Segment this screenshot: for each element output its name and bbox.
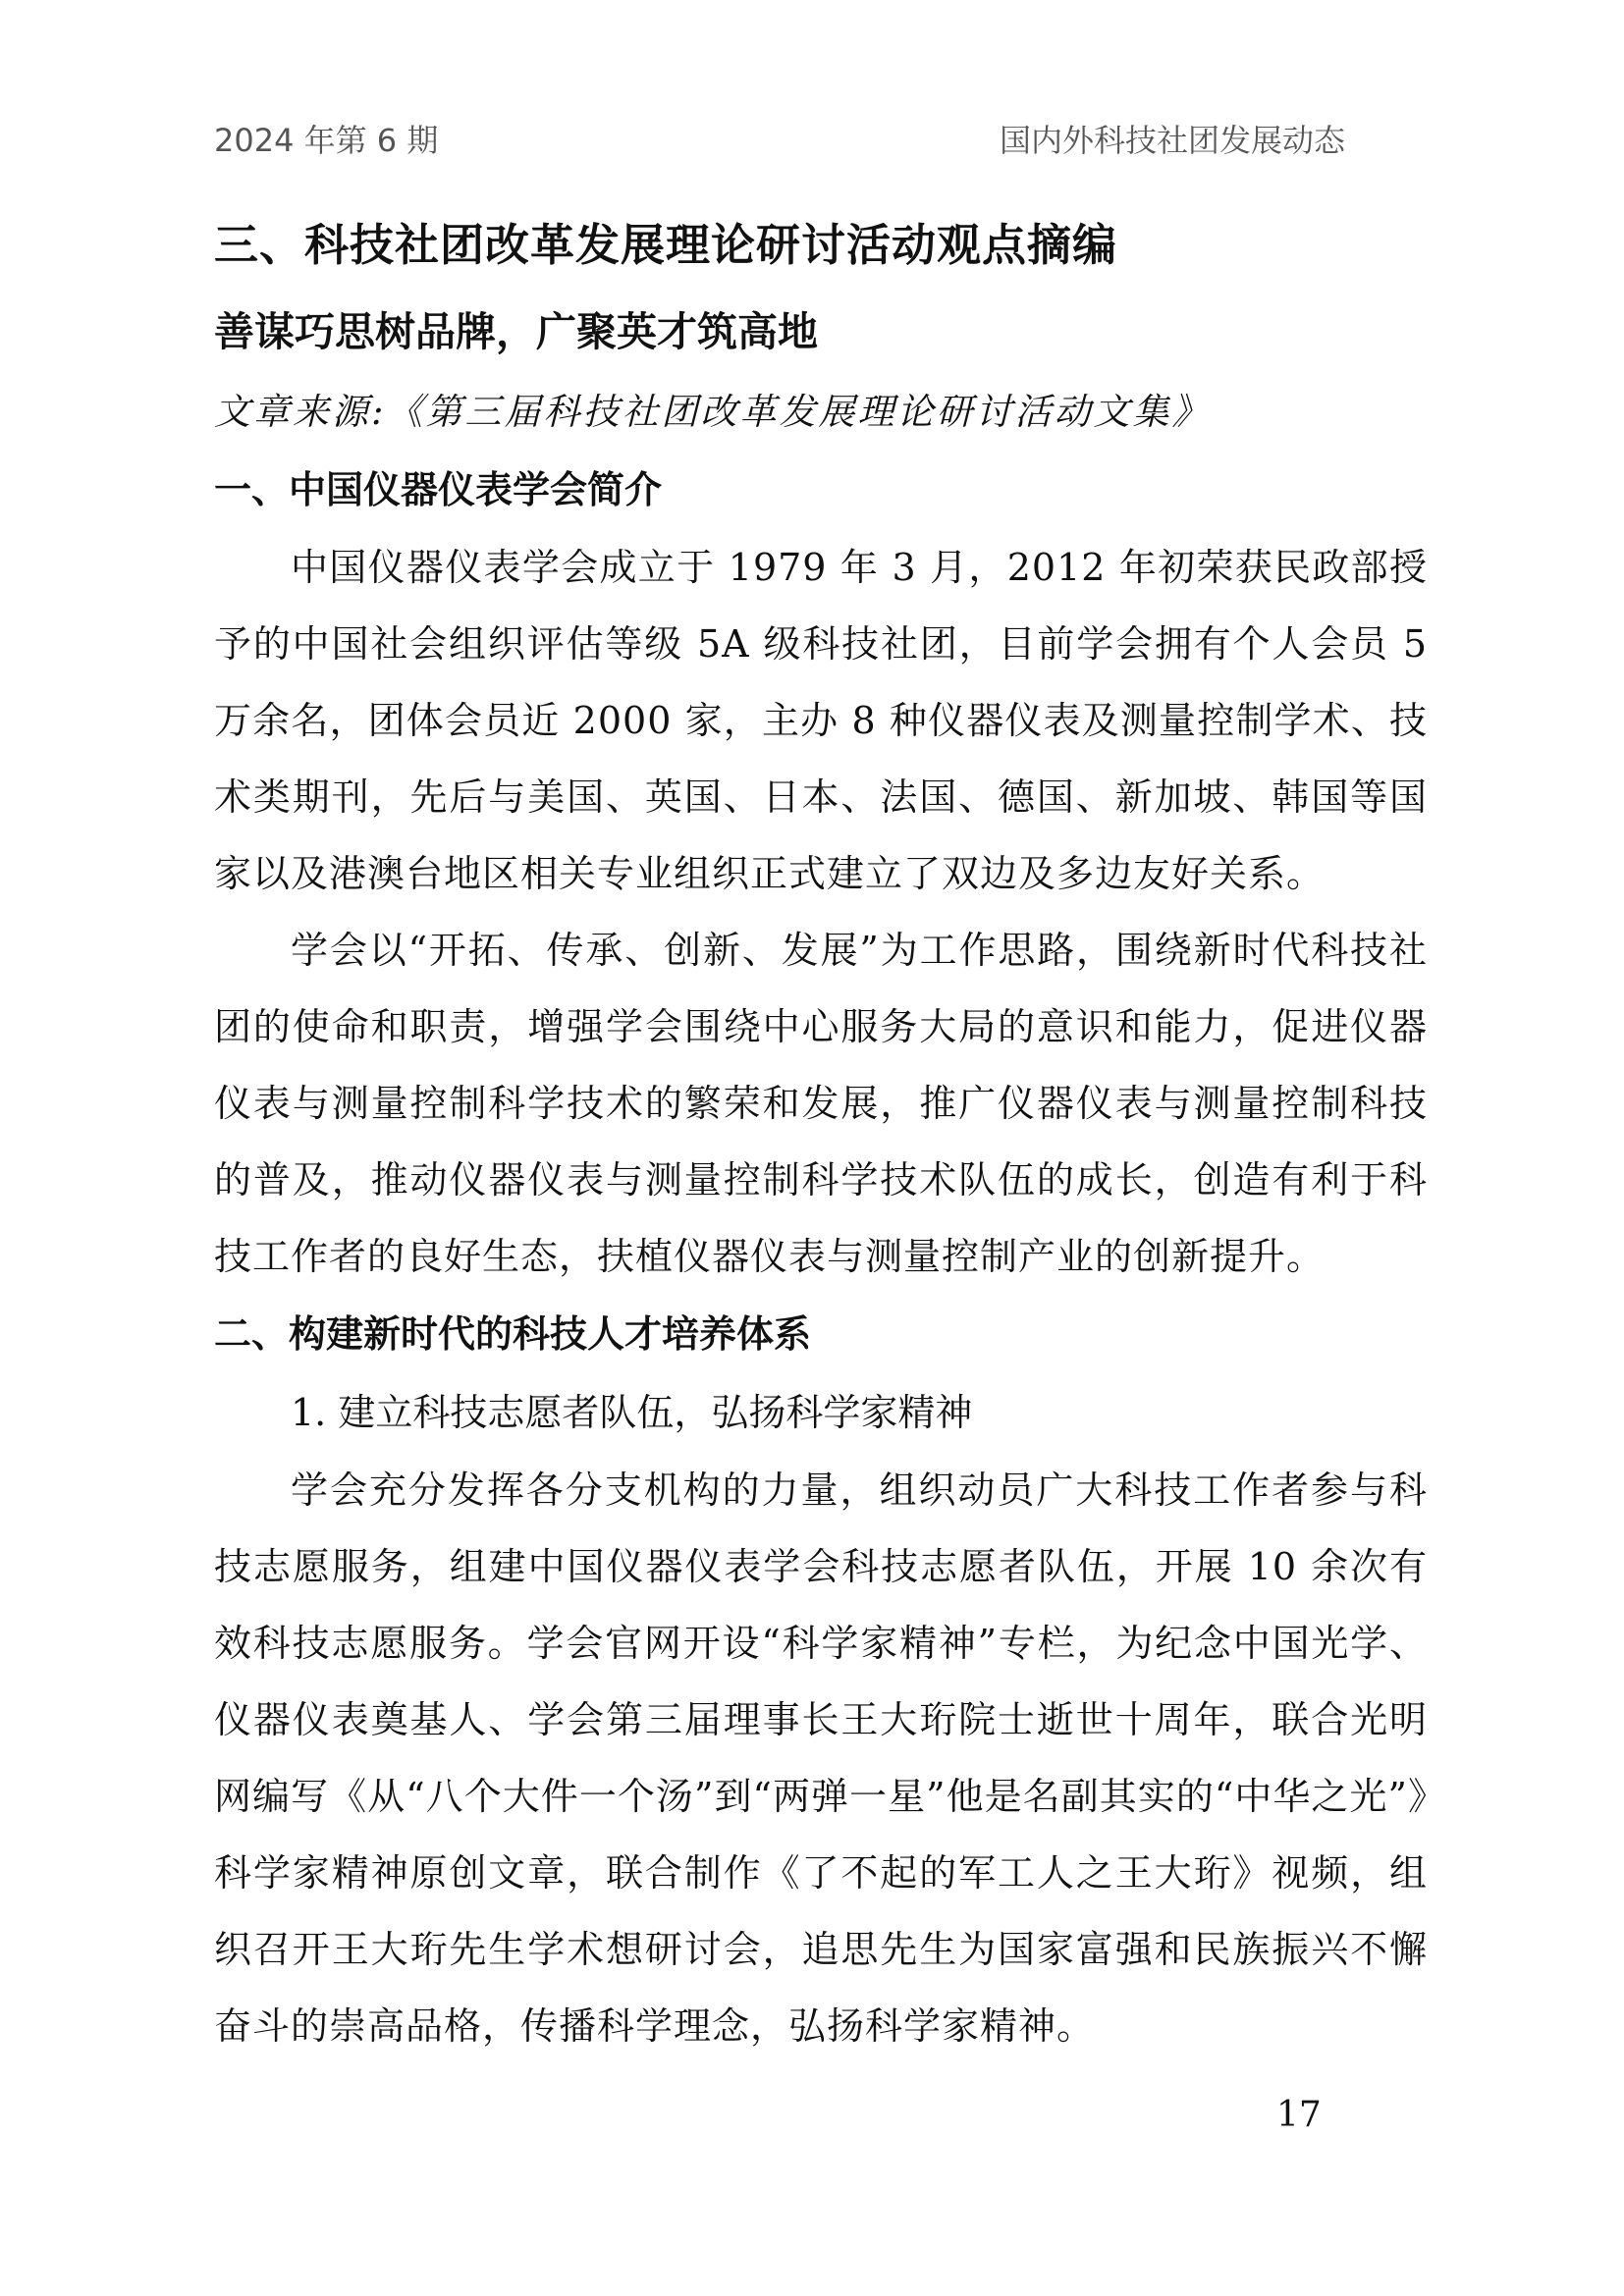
article-source: 文章来源:《第三届科技社团改革发展理论研讨活动文集》: [214, 391, 1212, 433]
heading-talent-system: 二、构建新时代的科技人才培养体系: [214, 1312, 812, 1356]
heading-society-intro: 一、中国仪器仪表学会简介: [214, 468, 663, 511]
item-volunteer-team: 1. 建立科技志愿者队伍，弘扬科学家精神: [291, 1391, 973, 1434]
issue-label: 2024 年第 6 期: [214, 122, 439, 159]
page-content: [214, 201, 1428, 2064]
paragraph-intro: 中国仪器仪表学会成立于 1979 年 3 月，2012 年初荣获民政部授予的中国社会组织评估等级 5A 级科技社团，目前学会拥有个人会员 5 万余名，团体会员近 2000 家，主办 8 种仪器仪表及测量控制学术、技术类期刊，先后与美国、英国、日本、法国、德国、新加坡、韩国等国家以及港澳台地区相关专业组织正式建立了双边及多边友好关系。: [214, 546, 1428, 895]
page-number: 17: [1276, 2095, 1322, 2135]
running-header: [214, 116, 1345, 163]
publication-title: 国内外科技社团发展动态: [999, 122, 1345, 159]
paragraph-mission: 学会以“开拓、传承、创新、发展”为工作思路，围绕新时代科技社团的使命和职责，增强学会围绕中心服务大局的意识和能力，促进仪器仪表与测量控制科学技术的繁荣和发展，推广仪器仪表与测量控制科技的普及，推动仪器仪表与测量控制科学技术队伍的成长，创造有利于科技工作者的良好生态，扶植仪器仪表与测量控制产业的创新提升。: [214, 929, 1428, 1278]
paragraph-volunteer: 学会充分发挥各分支机构的力量，组织动员广大科技工作者参与科技志愿服务，组建中国仪器仪表学会科技志愿者队伍，开展 10 余次有效科技志愿服务。学会官网开设“科学家精神”专栏，为纪念中国光学、仪器仪表奠基人、学会第三届理事长王大珩院士逝世十周年，联合光明网编写《从“八个大件一个汤”到“两弹一星”他是名副其实的“中华之光”》科学家精神原创文章，联合制作《了不起的军工人之王大珩》视频，组织召开王大珩先生学术想研讨会，追思先生为国家富强和民族振兴不懈奋斗的崇高品格，传播科学理念，弘扬科学家精神。: [214, 1468, 1428, 2048]
article-title: 善谋巧思树品牌，广聚英才筑高地: [214, 308, 818, 355]
section-title: 三、科技社团改革发展理论研讨活动观点摘编: [214, 219, 1118, 271]
